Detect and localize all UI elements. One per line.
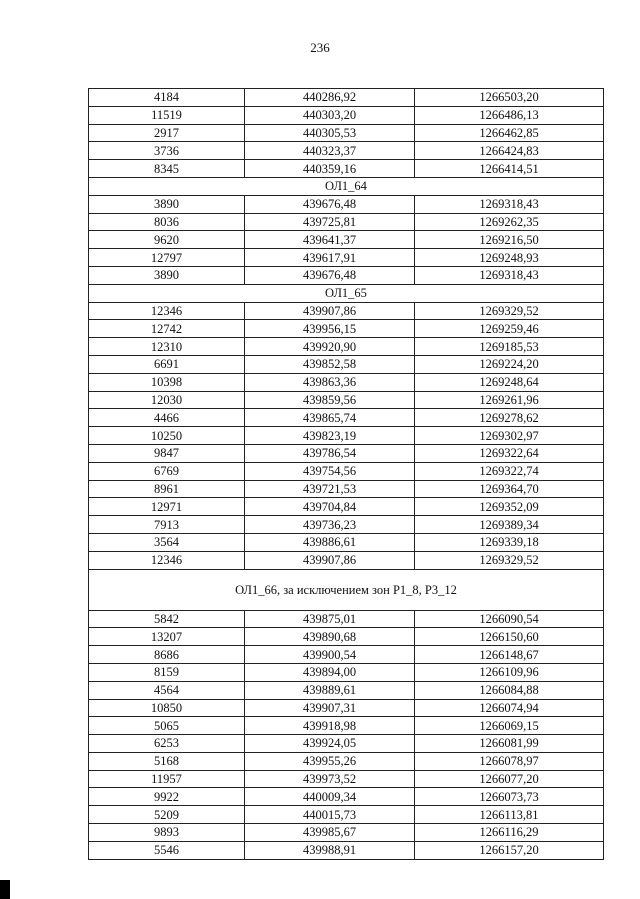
x-coordinate-cell: 439786,54 <box>245 444 415 462</box>
y-coordinate-cell: 1269352,09 <box>415 498 604 516</box>
x-coordinate-cell: 440305,53 <box>245 124 415 142</box>
point-number-cell: 10398 <box>89 373 245 391</box>
y-coordinate-cell: 1266090,54 <box>415 610 604 628</box>
point-number-cell: 8159 <box>89 663 245 681</box>
point-number-cell: 5842 <box>89 610 245 628</box>
table-row <box>89 841 604 859</box>
point-number-cell: 9893 <box>89 824 245 842</box>
point-number-cell: 11519 <box>89 106 245 124</box>
point-number-cell: 9847 <box>89 444 245 462</box>
x-coordinate-cell: 439924,05 <box>245 735 415 753</box>
y-coordinate-cell: 1266424,83 <box>415 142 604 160</box>
point-number-cell: 3736 <box>89 142 245 160</box>
y-coordinate-cell: 1269261,96 <box>415 391 604 409</box>
x-coordinate-cell: 439704,84 <box>245 498 415 516</box>
table-row <box>89 231 604 249</box>
y-coordinate-cell: 1266081,99 <box>415 735 604 753</box>
x-coordinate-cell: 439617,91 <box>245 249 415 267</box>
point-number-cell: 12797 <box>89 249 245 267</box>
y-coordinate-cell: 1269259,46 <box>415 320 604 338</box>
y-coordinate-cell: 1266150,60 <box>415 628 604 646</box>
point-number-cell: 3890 <box>89 266 245 284</box>
y-coordinate-cell: 1266078,97 <box>415 752 604 770</box>
point-number-cell: 4184 <box>89 89 245 107</box>
x-coordinate-cell: 439894,00 <box>245 663 415 681</box>
x-coordinate-cell: 440323,37 <box>245 142 415 160</box>
y-coordinate-cell: 1269318,43 <box>415 266 604 284</box>
y-coordinate-cell: 1269278,62 <box>415 409 604 427</box>
table-row <box>89 355 604 373</box>
table-row <box>89 213 604 231</box>
point-number-cell: 12346 <box>89 302 245 320</box>
table-row <box>89 681 604 699</box>
point-number-cell: 13207 <box>89 628 245 646</box>
table-row <box>89 752 604 770</box>
table-row <box>89 266 604 284</box>
table-row <box>89 320 604 338</box>
table-row <box>89 498 604 516</box>
x-coordinate-cell: 439920,90 <box>245 338 415 356</box>
table-row <box>89 824 604 842</box>
y-coordinate-cell: 1269322,74 <box>415 462 604 480</box>
section-title: ОЛ1_65 <box>89 284 604 302</box>
table-row <box>89 663 604 681</box>
x-coordinate-cell: 440303,20 <box>245 106 415 124</box>
table-row <box>89 551 604 569</box>
y-coordinate-cell: 1269322,64 <box>415 444 604 462</box>
x-coordinate-cell: 440015,73 <box>245 806 415 824</box>
x-coordinate-cell: 439886,61 <box>245 533 415 551</box>
y-coordinate-cell: 1266084,88 <box>415 681 604 699</box>
point-number-cell: 5168 <box>89 752 245 770</box>
point-number-cell: 10850 <box>89 699 245 717</box>
x-coordinate-cell: 439754,56 <box>245 462 415 480</box>
point-number-cell: 12030 <box>89 391 245 409</box>
table-row <box>89 806 604 824</box>
table-row <box>89 124 604 142</box>
table-row <box>89 735 604 753</box>
section-header-row <box>89 569 604 610</box>
y-coordinate-cell: 1266462,85 <box>415 124 604 142</box>
page-number: 236 <box>310 40 330 55</box>
x-coordinate-cell: 439988,91 <box>245 841 415 859</box>
point-number-cell: 8345 <box>89 160 245 178</box>
x-coordinate-cell: 439985,67 <box>245 824 415 842</box>
table-row <box>89 533 604 551</box>
point-number-cell: 9922 <box>89 788 245 806</box>
x-coordinate-cell: 439676,48 <box>245 266 415 284</box>
point-number-cell: 5065 <box>89 717 245 735</box>
y-coordinate-cell: 1269248,93 <box>415 249 604 267</box>
y-coordinate-cell: 1269318,43 <box>415 195 604 213</box>
table-row <box>89 427 604 445</box>
y-coordinate-cell: 1266503,20 <box>415 89 604 107</box>
point-number-cell: 4564 <box>89 681 245 699</box>
point-number-cell: 12346 <box>89 551 245 569</box>
x-coordinate-cell: 440286,92 <box>245 89 415 107</box>
x-coordinate-cell: 439955,26 <box>245 752 415 770</box>
point-number-cell: 5209 <box>89 806 245 824</box>
y-coordinate-cell: 1269185,53 <box>415 338 604 356</box>
x-coordinate-cell: 440009,34 <box>245 788 415 806</box>
y-coordinate-cell: 1269364,70 <box>415 480 604 498</box>
table-row <box>89 106 604 124</box>
x-coordinate-cell: 439641,37 <box>245 231 415 249</box>
x-coordinate-cell: 439725,81 <box>245 213 415 231</box>
y-coordinate-cell: 1269339,18 <box>415 533 604 551</box>
coordinates-table-body <box>89 89 604 860</box>
x-coordinate-cell: 439863,36 <box>245 373 415 391</box>
table-row <box>89 628 604 646</box>
y-coordinate-cell: 1269262,35 <box>415 213 604 231</box>
x-coordinate-cell: 439823,19 <box>245 427 415 445</box>
y-coordinate-cell: 1269329,52 <box>415 302 604 320</box>
scan-edge-mark <box>0 880 10 899</box>
point-number-cell: 6253 <box>89 735 245 753</box>
x-coordinate-cell: 440359,16 <box>245 160 415 178</box>
y-coordinate-cell: 1266157,20 <box>415 841 604 859</box>
point-number-cell: 10250 <box>89 427 245 445</box>
section-title: ОЛ1_64 <box>89 177 604 195</box>
table-row <box>89 160 604 178</box>
x-coordinate-cell: 439736,23 <box>245 516 415 534</box>
point-number-cell: 6691 <box>89 355 245 373</box>
x-coordinate-cell: 439889,61 <box>245 681 415 699</box>
table-row <box>89 444 604 462</box>
x-coordinate-cell: 439907,86 <box>245 302 415 320</box>
table-row <box>89 770 604 788</box>
y-coordinate-cell: 1269216,50 <box>415 231 604 249</box>
x-coordinate-cell: 439721,53 <box>245 480 415 498</box>
y-coordinate-cell: 1266113,81 <box>415 806 604 824</box>
point-number-cell: 12971 <box>89 498 245 516</box>
table-row <box>89 717 604 735</box>
point-number-cell: 8961 <box>89 480 245 498</box>
table-row <box>89 409 604 427</box>
point-number-cell: 2917 <box>89 124 245 142</box>
point-number-cell: 8036 <box>89 213 245 231</box>
point-number-cell: 8686 <box>89 646 245 664</box>
table-row <box>89 249 604 267</box>
table-row <box>89 699 604 717</box>
table-row <box>89 195 604 213</box>
x-coordinate-cell: 439875,01 <box>245 610 415 628</box>
point-number-cell: 11957 <box>89 770 245 788</box>
y-coordinate-cell: 1266486,13 <box>415 106 604 124</box>
table-row <box>89 142 604 160</box>
point-number-cell: 6769 <box>89 462 245 480</box>
x-coordinate-cell: 439859,56 <box>245 391 415 409</box>
table-row <box>89 338 604 356</box>
point-number-cell: 12310 <box>89 338 245 356</box>
table-row <box>89 646 604 664</box>
y-coordinate-cell: 1266116,29 <box>415 824 604 842</box>
point-number-cell: 3564 <box>89 533 245 551</box>
point-number-cell: 5546 <box>89 841 245 859</box>
y-coordinate-cell: 1269329,52 <box>415 551 604 569</box>
y-coordinate-cell: 1266069,15 <box>415 717 604 735</box>
table-row <box>89 391 604 409</box>
section-title: ОЛ1_66, за исключением зон Р1_8, Р3_12 <box>89 569 604 610</box>
point-number-cell: 9620 <box>89 231 245 249</box>
y-coordinate-cell: 1266077,20 <box>415 770 604 788</box>
table-row <box>89 462 604 480</box>
y-coordinate-cell: 1266148,67 <box>415 646 604 664</box>
point-number-cell: 3890 <box>89 195 245 213</box>
table-row <box>89 610 604 628</box>
y-coordinate-cell: 1266414,51 <box>415 160 604 178</box>
table-row <box>89 302 604 320</box>
section-header-row <box>89 284 604 302</box>
table-row <box>89 516 604 534</box>
y-coordinate-cell: 1269389,34 <box>415 516 604 534</box>
x-coordinate-cell: 439852,58 <box>245 355 415 373</box>
x-coordinate-cell: 439900,54 <box>245 646 415 664</box>
x-coordinate-cell: 439865,74 <box>245 409 415 427</box>
table-row <box>89 480 604 498</box>
y-coordinate-cell: 1269302,97 <box>415 427 604 445</box>
y-coordinate-cell: 1266073,73 <box>415 788 604 806</box>
y-coordinate-cell: 1266109,96 <box>415 663 604 681</box>
y-coordinate-cell: 1269224,20 <box>415 355 604 373</box>
point-number-cell: 4466 <box>89 409 245 427</box>
x-coordinate-cell: 439907,86 <box>245 551 415 569</box>
coordinates-table <box>88 88 604 860</box>
x-coordinate-cell: 439973,52 <box>245 770 415 788</box>
y-coordinate-cell: 1266074,94 <box>415 699 604 717</box>
x-coordinate-cell: 439890,68 <box>245 628 415 646</box>
section-header-row <box>89 177 604 195</box>
y-coordinate-cell: 1269248,64 <box>415 373 604 391</box>
table-row <box>89 788 604 806</box>
x-coordinate-cell: 439918,98 <box>245 717 415 735</box>
x-coordinate-cell: 439907,31 <box>245 699 415 717</box>
x-coordinate-cell: 439956,15 <box>245 320 415 338</box>
table-row <box>89 89 604 107</box>
x-coordinate-cell: 439676,48 <box>245 195 415 213</box>
table-row <box>89 373 604 391</box>
point-number-cell: 12742 <box>89 320 245 338</box>
point-number-cell: 7913 <box>89 516 245 534</box>
